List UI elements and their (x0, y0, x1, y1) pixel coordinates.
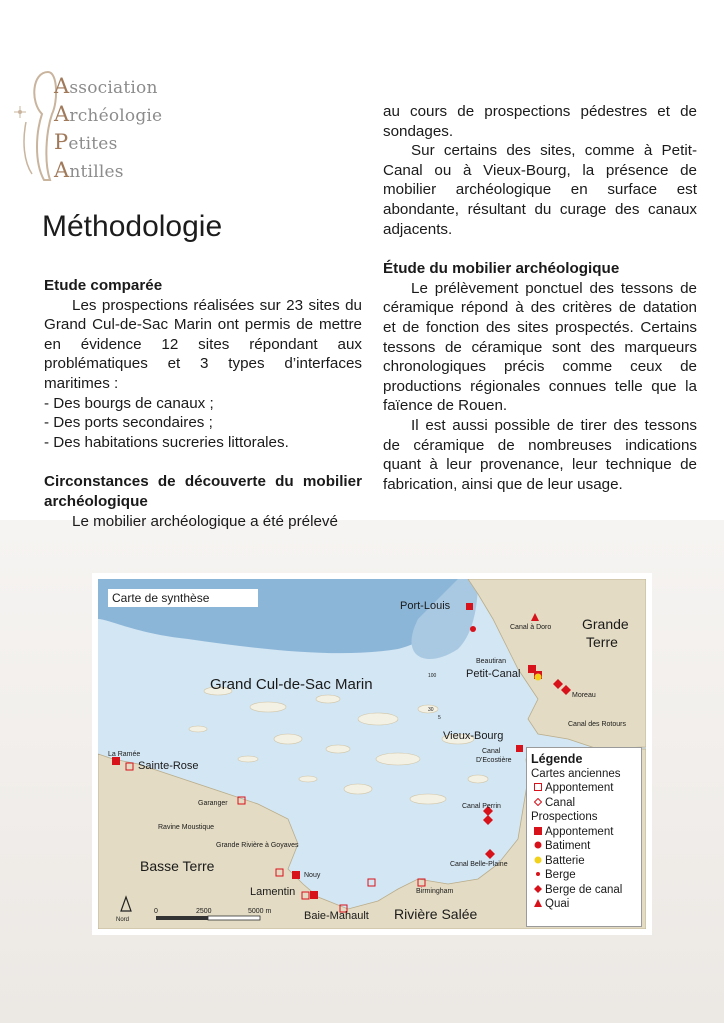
list-item: - Des ports secondaires ; (44, 414, 213, 432)
batterie-marker (535, 674, 542, 681)
map-label-nouy: Nouy (304, 872, 321, 879)
scale-label: 0 (154, 908, 158, 915)
paragraph-continuation: au cours de prospections pédestres et de sondages. (383, 103, 697, 140)
aap-logo (14, 62, 194, 192)
map-label-la-ramee: La Ramée (108, 751, 141, 758)
paragraph-prelevement: Le prélèvement ponctuel des tessons de céramique répond à des critères de datation et de fonction des sites prospectés. Certains tessons de céramique sont des marqueurs chronologiques précis comme ceux de productions régionales connues telle que la faïence de Rouen. (383, 279, 697, 415)
paragraph-prospections: Les prospections réalisées sur 23 sites du Grand Cul-de-Sac Marin ont permis de mettre en évidence 12 sites répondant aux problématiques et 3 types d’interfaces maritimes : (44, 296, 362, 392)
map-label-garanger: Garanger (198, 800, 228, 807)
map-label-canal-belle-plaine: Canal Belle-Plaine (450, 861, 508, 868)
map-label-birmingham: Birmingham (416, 888, 454, 895)
heading-etude-comparee: Etude comparée (44, 277, 163, 294)
heading-circonstances: Circonstances de découverte du mobilier archéologique (44, 473, 362, 510)
logo-line-1: Association (54, 74, 158, 98)
legend-item: Appontement (531, 825, 637, 840)
list-item: - Des bourgs de canaux ; (44, 394, 214, 412)
legend-group-prospections: Prospections (531, 811, 598, 823)
paragraph-mobilier: Le mobilier archéologique a été prélevé (72, 512, 338, 530)
filled-diamond-icon (531, 883, 545, 898)
paragraph-sites: Sur certains des sites, comme à Petit-Canal ou à Vieux-Bourg, la présence de mobilier archéologique en surface est abondante, résultant du curage des canaux adjacents. (383, 142, 697, 238)
logo-line-3: Petites (54, 130, 118, 154)
map-label-port-louis: Port-Louis (400, 600, 451, 612)
left-column (44, 276, 362, 531)
hollow-square-icon (531, 781, 545, 796)
map-label-beautiran: Beautiran (476, 658, 506, 665)
heading-etude-mobilier: Étude du mobilier archéologique (383, 260, 620, 278)
map-label-grand-cul-de-sac: Grand Cul-de-Sac Marin (210, 676, 373, 693)
scale-bar (156, 916, 260, 920)
map-label-ravine: Ravine Moustique (158, 824, 215, 831)
legend-item: Batiment (531, 839, 637, 854)
map-label-grande-riviere: Grande Rivière à Goyaves (216, 842, 299, 849)
map-label-depth: 100 (428, 673, 437, 679)
legend-title: Légende (531, 752, 583, 766)
map-legend (526, 747, 642, 927)
north-label: Nord (116, 917, 130, 923)
triangle-icon (531, 897, 545, 912)
map-label-moreau: Moreau (572, 692, 596, 699)
map-label-ecostiere: D'Ecostière (476, 757, 512, 764)
scale-label: 5000 m (248, 908, 272, 915)
map-label-basse-terre: Basse Terre (140, 858, 215, 874)
map-label-riviere-salee: Rivière Salée (394, 906, 478, 922)
legend-item: Berge de canal (531, 883, 637, 898)
map-title-label: Carte de synthèse (108, 589, 258, 607)
legend-item: Batterie (531, 854, 637, 869)
yellow-circle-icon (531, 854, 545, 869)
list-item: - Des habitations sucreries littorales. (44, 433, 289, 451)
legend-item: Canal (531, 796, 637, 811)
map-label-terre: Terre (586, 634, 618, 650)
map-label-canal-rotours: Canal des Rotours (568, 721, 626, 728)
map-label-depth: 5 (438, 715, 441, 721)
map-label-canal-doro: Canal à Doro (510, 624, 552, 631)
filled-square-icon (531, 825, 545, 840)
map-label-vieux-bourg: Vieux-Bourg (443, 730, 504, 742)
synthesis-map-frame (92, 573, 652, 935)
map-label-sainte-rose: Sainte-Rose (138, 760, 199, 772)
map-label-lamentin: Lamentin (250, 886, 296, 898)
map-label-grande: Grande (582, 616, 629, 632)
map-label-depth: 30 (428, 707, 434, 713)
legend-item: Berge (531, 868, 637, 883)
map-label-canal-perrin: Canal Perrin (462, 803, 501, 810)
hollow-diamond-icon (531, 796, 545, 811)
legend-group-cartes: Cartes anciennes (531, 767, 621, 780)
legend-item: Quai (531, 897, 637, 912)
map-label-petit-canal: Petit-Canal (466, 668, 521, 680)
map-label-baie-mahault: Baie-Mahault (304, 910, 369, 922)
map-label-canal: Canal (482, 748, 501, 755)
small-dot-icon (531, 868, 545, 883)
paragraph-provenance: Il est aussi possible de tirer des tessons de céramique de nombreuses indications quant à leur provenance, leur technique de fabrication, ainsi que de leur usage. (383, 416, 697, 493)
scale-label: 2500 (196, 908, 212, 915)
legend-item: Appontement (531, 781, 637, 796)
right-column (383, 102, 697, 494)
page-title: Méthodologie (42, 210, 223, 243)
synthesis-map (98, 579, 646, 929)
filled-circle-icon (531, 839, 545, 854)
logo-line-2: Archéologie (54, 102, 163, 126)
logo-line-4: Antilles (54, 158, 124, 182)
